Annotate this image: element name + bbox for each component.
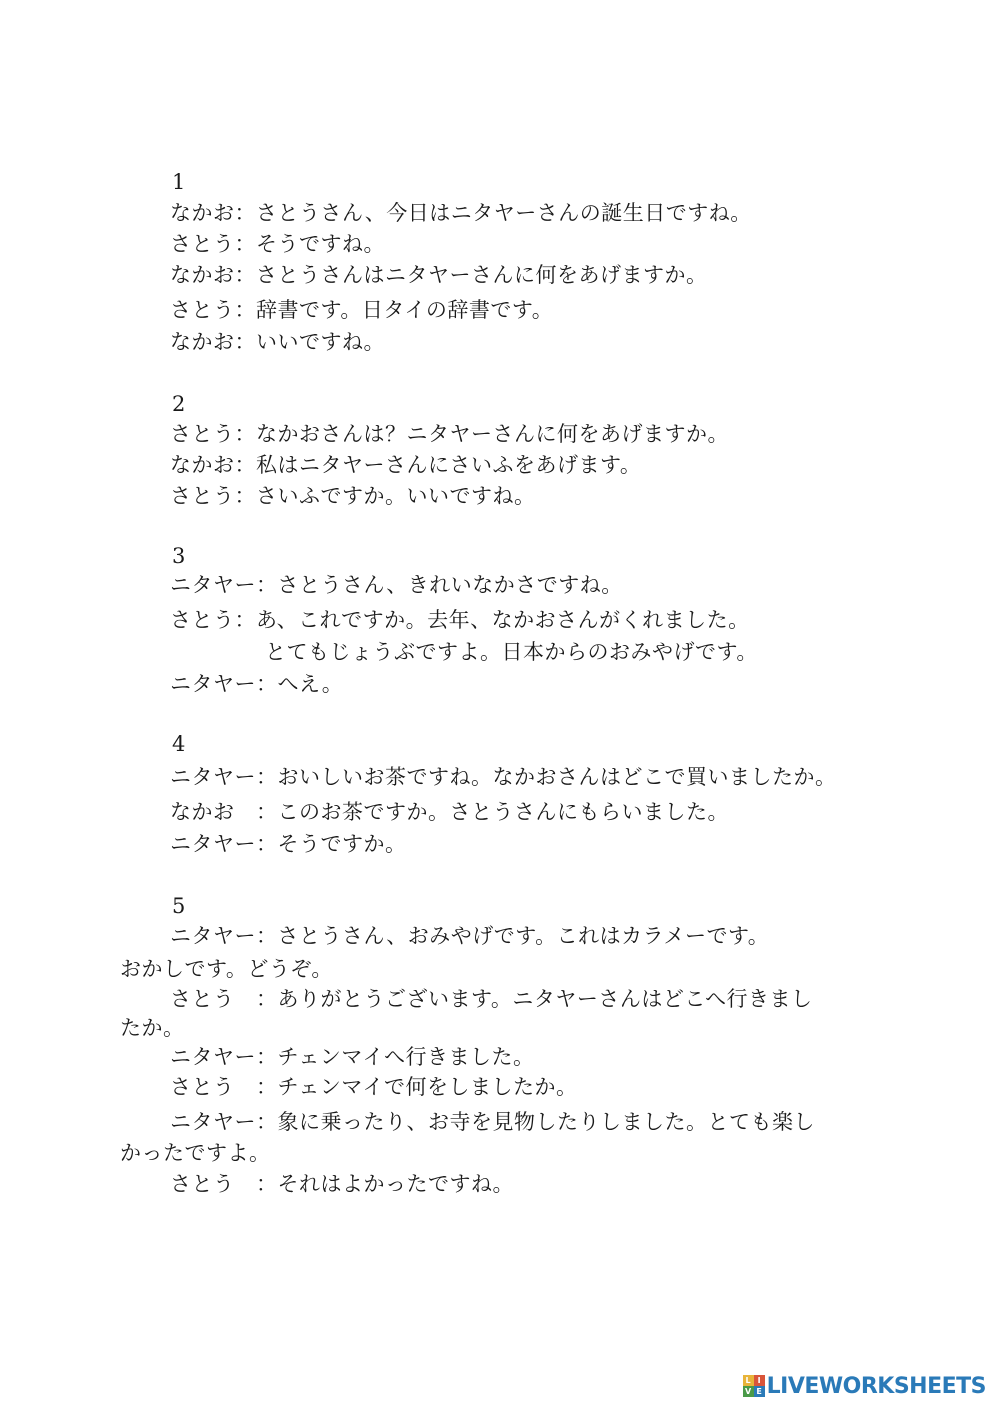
dialogue-line: さとう：そうですね。 [170,232,385,256]
section-number: 2 [172,392,186,416]
logo-text: LIVEWORKSHEETS [766,1373,986,1399]
dialogue-line: ニタヤー：チェンマイへ行きました。 [170,1045,535,1069]
dialogue-line: さとう：あ、これですか。去年、なかおさんがくれました。 [170,608,750,632]
dialogue-line: なかお：私はニタヤーさんにさいふをあげます。 [170,453,642,477]
dialogue-line: ニタヤー：象に乗ったり、お寺を見物したりしました。とても楽し [170,1110,815,1134]
section-number: 3 [172,544,186,568]
dialogue-line: なかお：さとうさんはニタヤーさんに何をあげますか。 [170,263,708,287]
dialogue-line: さとう：なかおさんは？ニタヤーさんに何をあげますか。 [170,422,729,446]
dialogue-line: なかお：さとうさん、今日はニタヤーさんの誕生日ですね。 [170,201,752,225]
section-number: 1 [172,170,186,194]
dialogue-line: たか。 [120,1016,185,1040]
dialogue-line: なかお：いいですね。 [170,330,385,354]
dialogue-line: さとう ：それはよかったですね。 [170,1172,514,1196]
dialogue-line: ニタヤー：さとうさん、きれいなかさですね。 [170,573,623,597]
liveworksheets-logo[interactable] [743,1373,986,1399]
section-number: 4 [172,732,186,756]
dialogue-line: さとう ：チェンマイで何をしましたか。 [170,1075,578,1099]
section-number: 5 [172,894,186,918]
dialogue-line: かったですよ。 [120,1141,271,1165]
dialogue-line: ニタヤー：おいしいお茶ですね。なかおさんはどこで買いましたか。 [170,765,837,789]
dialogue-line: なかお ：このお茶ですか。さとうさんにもらいました。 [170,800,729,824]
dialogue-line: とてもじょうぶですよ。日本からのおみやげです。 [265,640,758,664]
dialogue-line: さとう：さいふですか。いいですね。 [170,484,536,508]
dialogue-line: ニタヤー：さとうさん、おみやげです。これはカラメーです。 [170,924,770,948]
dialogue-line: ニタヤー：そうですか。 [170,832,407,856]
logo-icon: L I V E [743,1375,765,1397]
dialogue-line: さとう：辞書です。日タイの辞書です。 [170,298,554,322]
dialogue-line: ニタヤー：へえ。 [170,672,344,696]
dialogue-line: さとう ：ありがとうございます。ニタヤーさんはどこへ行きまし [170,987,813,1011]
dialogue-line: おかしです。どうぞ。 [120,957,333,981]
